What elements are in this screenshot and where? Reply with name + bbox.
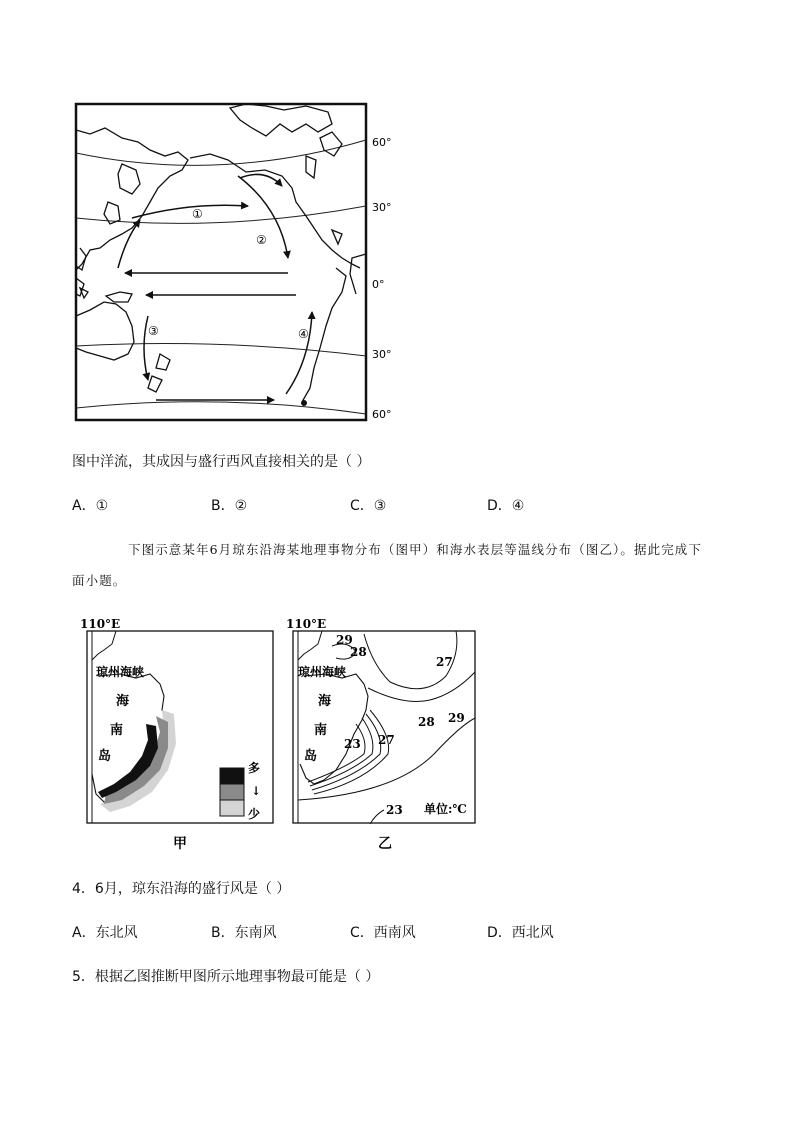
- jia-longitude-label: 110°E: [80, 617, 121, 631]
- yi-longitude-label: 110°E: [286, 617, 327, 631]
- current-arrow-peru: [286, 312, 312, 394]
- jia-legend-arrow: ↓: [251, 784, 262, 798]
- question-3-stem: 图中洋流，其成因与盛行西风直接相关的是（ ）: [72, 454, 371, 470]
- yi-island-char-1: 海: [318, 694, 332, 709]
- lat-30s-line: [76, 344, 366, 356]
- intro-line-2: 面小题。: [72, 573, 127, 588]
- current-marker-1: ①: [192, 207, 203, 221]
- q4-option-a[interactable]: A．东北风: [72, 925, 138, 941]
- lat-60s-line: [76, 402, 366, 414]
- current-marker-3: ③: [148, 324, 159, 338]
- isotherm-label-28-mid: 28: [418, 715, 435, 729]
- isotherm-label-29-mid: 29: [448, 711, 465, 725]
- question-5-stem: 5．根据乙图推断甲图所示地理事物最可能是（ ）: [72, 969, 380, 985]
- current-arrow-kuroshio: [118, 220, 140, 268]
- jia-legend-swatch-less: [220, 800, 244, 816]
- lat-label-60n: 60°: [372, 136, 392, 149]
- q4-option-d[interactable]: D．西北风: [487, 925, 554, 941]
- yi-island-char-3: 岛: [304, 749, 318, 764]
- jia-legend-swatch-more: [220, 768, 244, 784]
- q3-option-b[interactable]: B．②: [211, 498, 248, 514]
- yi-strait-label: 琼州海峡: [298, 665, 347, 679]
- jia-island-char-2: 南: [110, 723, 124, 738]
- isotherm-label-27-right: 27: [436, 655, 453, 669]
- yi-caption: 乙: [378, 836, 392, 852]
- map-point: [301, 400, 307, 406]
- isotherm-label-23-coast: 23: [344, 737, 361, 751]
- isotherm-label-28-top: 28: [350, 645, 367, 659]
- q4-option-b[interactable]: B．东南风: [211, 925, 277, 941]
- yi-unit-label: 单位:℃: [424, 802, 467, 816]
- jia-strait-label: 琼州海峡: [96, 665, 145, 679]
- current-arrow-north-pacific: [132, 205, 248, 218]
- lat-label-30n: 30°: [372, 201, 392, 214]
- current-arrow-alaska: [240, 174, 282, 186]
- lat-label-60s: 60°: [372, 408, 392, 421]
- pacific-currents-map: [70, 98, 400, 428]
- q3-option-c[interactable]: C．③: [350, 498, 387, 514]
- jia-island-char-1: 海: [116, 694, 130, 709]
- isotherm-label-23-bottom: 23: [386, 803, 403, 817]
- lat-label-30s: 30°: [372, 348, 392, 361]
- jia-caption: 甲: [173, 836, 187, 852]
- figure-jia-map: [76, 614, 280, 860]
- jia-legend-swatch-mid: [220, 784, 244, 800]
- jia-legend-less: 少: [248, 807, 261, 821]
- yi-hainan-outline: [300, 674, 368, 784]
- isotherm-line: [370, 810, 384, 824]
- landmass-australia-oceania: [76, 288, 170, 392]
- landmass-north-america: [190, 104, 360, 268]
- current-marker-2: ②: [256, 233, 267, 247]
- intro-line-1: 下图示意某年6月琼东沿海某地理事物分布（图甲）和海水表层等温线分布（图乙）。据此完成下: [128, 542, 703, 557]
- isotherm-line: [368, 672, 475, 702]
- landmass-asia: [76, 128, 188, 296]
- jia-legend-more: 多: [248, 761, 261, 775]
- current-marker-4: ④: [298, 327, 309, 341]
- figure-yi-map: [284, 614, 484, 860]
- isotherm-label-27-coast: 27: [378, 733, 395, 747]
- yi-island-char-2: 南: [314, 723, 328, 738]
- q4-option-c[interactable]: C．西南风: [350, 925, 416, 941]
- landmass-south-america: [302, 254, 366, 402]
- isotherm-label-29-top: 29: [336, 633, 353, 647]
- jia-island-char-3: 岛: [98, 749, 112, 764]
- question-4-stem: 4．6月，琼东沿海的盛行风是（ ）: [72, 881, 291, 897]
- lat-label-equator: 0°: [372, 278, 385, 291]
- q3-option-d[interactable]: D．④: [487, 498, 525, 514]
- q3-option-a[interactable]: A．①: [72, 498, 109, 514]
